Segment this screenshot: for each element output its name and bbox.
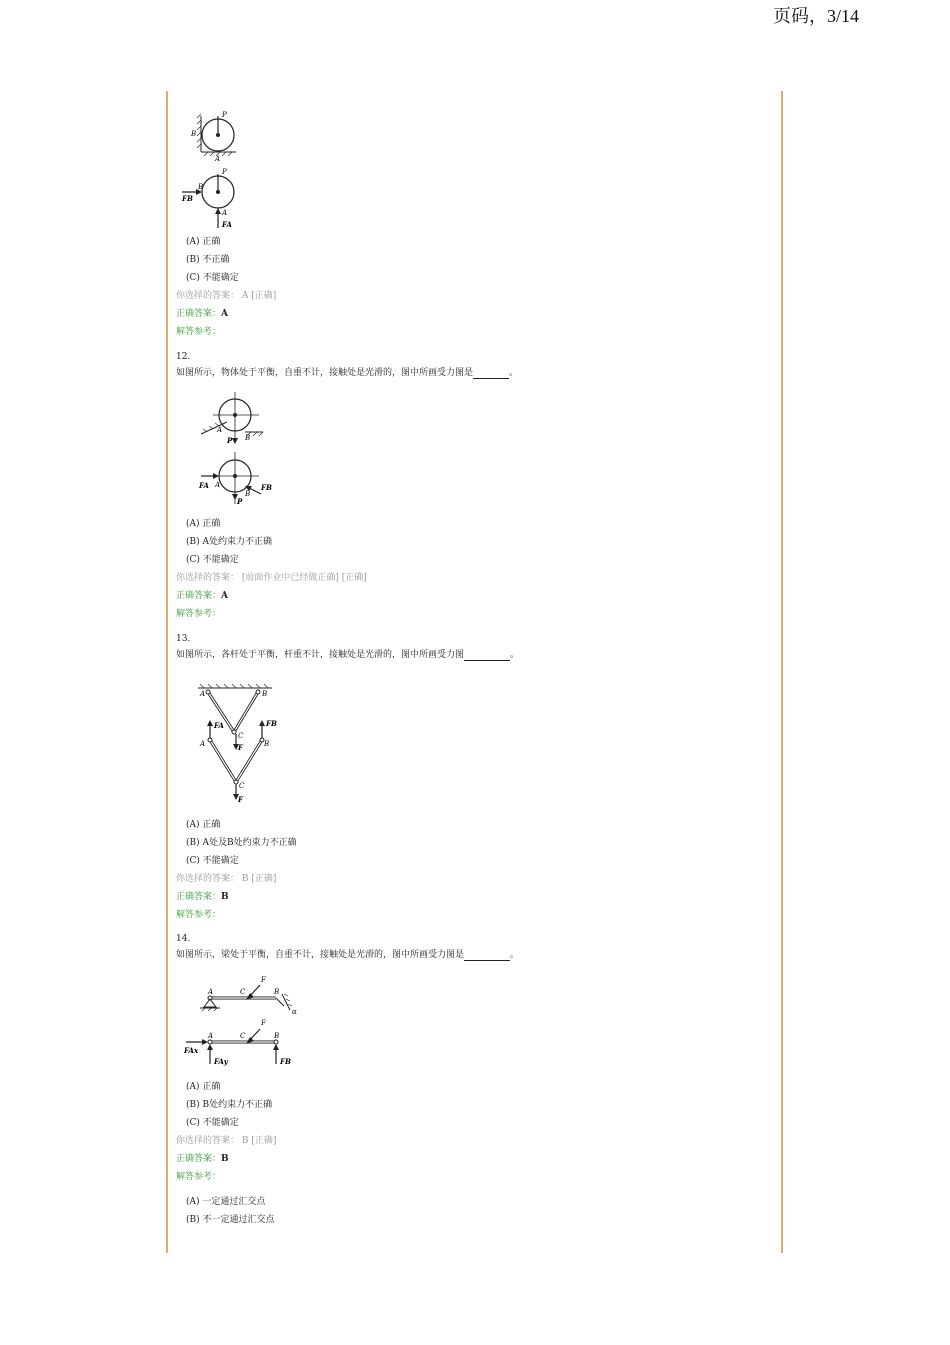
q14-option-a[interactable]: (A) 正确 [186,1082,221,1092]
svg-text:A: A [215,481,221,489]
svg-text:FA: FA [222,220,232,229]
svg-text:FAy: FAy [214,1057,228,1066]
svg-text:A: A [222,209,228,217]
frame-right-border [781,91,783,1253]
q13-stem: 如图所示，各杆处于平衡，杆重不计，接触处是光滑的，图中所画受力图 。 [176,650,520,660]
svg-text:A: A [217,426,223,434]
q15-option-b[interactable]: (B) 不一定通过汇交点 [186,1215,275,1225]
q13-reference: 解答参考： [176,910,222,920]
svg-text:FB: FB [261,483,272,492]
svg-text:P: P [222,111,227,119]
q12-incline-diagram [201,392,263,445]
svg-text:F: F [238,743,243,752]
q12-figure [195,388,280,508]
svg-text:B: B [245,490,251,498]
svg-text:F: F [261,976,266,984]
q14-option-b[interactable]: (B) B处约束力不正确 [186,1100,273,1110]
svg-text:C: C [239,782,245,790]
q11-reference: 解答参考： [176,327,222,337]
q13-free-body-diagram [199,719,277,804]
q11-option-c[interactable]: (C) 不能确定 [186,273,239,283]
q12-your-answer: 你选择的答案： [前面作业中已经做正确] [正确] [176,573,367,583]
q13-figure [192,680,284,816]
q13-option-c[interactable]: (C) 不能确定 [186,856,239,866]
svg-text:B: B [191,130,197,138]
q11-correct-answer: 正确答案：A [176,309,228,319]
q11-wall-diagram [190,111,236,163]
q12-option-b[interactable]: (B) A处约束力不正确 [186,537,273,547]
q11-your-answer: 你选择的答案： A [正确] [176,291,277,301]
svg-text:B: B [274,1032,280,1040]
q14-stem: 如图所示，梁处于平衡，自重不计，接触处是光滑的，图中所画受力图是 。 [176,950,520,960]
svg-text:B: B [245,434,251,442]
svg-text:α: α [292,1008,297,1016]
svg-text:FAx: FAx [184,1046,199,1055]
q11-option-b[interactable]: (B) 不正确 [186,255,230,265]
q14-beam-diagram [200,976,297,1016]
svg-text:FB: FB [280,1057,291,1066]
svg-text:A: A [200,740,206,748]
svg-text:B: B [198,183,204,191]
q13-structure-diagram [198,684,272,734]
q12-option-c[interactable]: (C) 不能确定 [186,555,239,565]
q14-number: 14. [176,934,191,944]
q14-correct-answer: 正确答案：B [176,1154,229,1164]
page-number: 页码，3/14 [773,6,860,26]
q11-option-a[interactable]: (A) 正确 [186,237,221,247]
frame-left-border [166,91,168,1253]
q13-option-a[interactable]: (A) 正确 [186,820,221,830]
q13-option-b[interactable]: (B) A处及B处约束力不正确 [186,838,297,848]
svg-text:F: F [261,1019,266,1027]
svg-text:P: P [237,497,243,506]
svg-text:P: P [227,436,233,445]
q13-correct-answer: 正确答案：B [176,892,229,902]
svg-text:C: C [240,988,246,996]
q15-option-a[interactable]: (A) 一定通过汇交点 [186,1197,266,1207]
svg-text:C: C [240,1032,246,1040]
q14-your-answer: 你选择的答案： B [正确] [176,1136,277,1146]
q14-figure [180,972,310,1072]
q12-correct-answer: 正确答案：A [176,591,228,601]
svg-text:A: A [200,690,206,698]
q11-free-body-diagram [181,168,234,229]
svg-text:A: A [208,988,214,996]
q12-stem: 如图所示，物体处于平衡，自重不计，接触处是光滑的，图中所画受力图是 。 [176,368,519,378]
svg-text:B: B [274,988,280,996]
q13-number: 13. [176,634,191,644]
svg-text:FB: FB [266,719,277,728]
q12-option-a[interactable]: (A) 正确 [186,519,221,529]
svg-text:P: P [222,168,227,176]
svg-text:FA: FA [214,721,224,730]
q12-reference: 解答参考： [176,609,222,619]
svg-text:B: B [262,690,268,698]
q13-your-answer: 你选择的答案： B [正确] [176,874,277,884]
svg-text:F: F [238,795,243,804]
q14-reference: 解答参考： [176,1172,222,1182]
q14-option-c[interactable]: (C) 不能确定 [186,1118,239,1128]
svg-text:C: C [238,732,244,740]
svg-text:A: A [215,155,221,163]
q12-number: 12. [176,352,191,362]
q14-free-body-diagram [183,1019,291,1066]
q11-figure [180,108,250,233]
q12-free-body-diagram [198,452,272,506]
svg-text:FA: FA [199,481,209,490]
svg-text:A: A [208,1032,214,1040]
svg-text:FB: FB [182,194,193,203]
svg-text:B: B [264,740,270,748]
